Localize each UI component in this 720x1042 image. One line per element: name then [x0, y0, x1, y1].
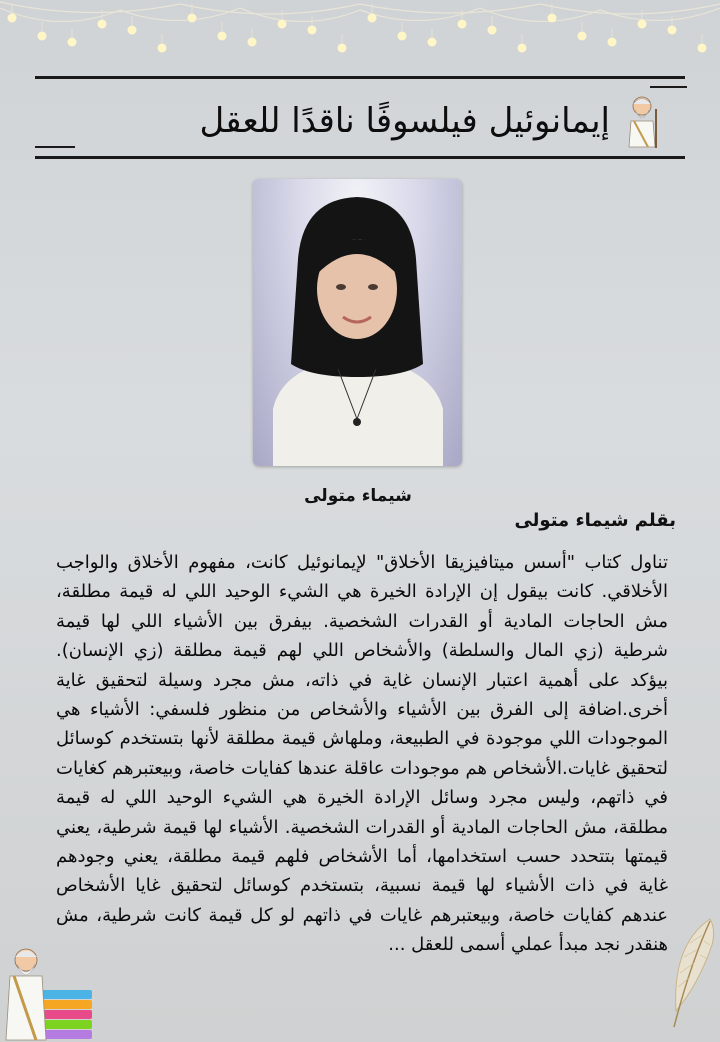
light-bulb-icon — [518, 44, 527, 53]
photo-caption: شيماء متولى — [304, 486, 412, 506]
header-bottom-rule — [35, 156, 685, 159]
light-bulb-icon — [98, 20, 107, 29]
light-bulb-icon — [428, 38, 437, 47]
light-bulb-icon — [68, 38, 77, 47]
light-bulb-icon — [698, 44, 707, 53]
light-bulb-icon — [188, 14, 197, 23]
light-bulb-icon — [278, 20, 287, 29]
light-bulb-icon — [668, 26, 677, 35]
light-bulb-icon — [368, 14, 377, 23]
light-bulb-icon — [218, 32, 227, 41]
light-bulb-icon — [548, 14, 557, 23]
light-bulb-icon — [488, 26, 497, 35]
portrait-illustration — [253, 179, 462, 466]
light-bulb-icon — [338, 44, 347, 53]
article-body: تناول كتاب "أسس ميتافيزيقا الأخلاق" لإيمانوئيل كانت، مفهوم الأخلاق والواجب الأخلاقي. كانت بيقول إن الإرادة الخيرة هي الشيء الوحيد اللي له قيمة مطلقة، مش الحاجات المادية أو القدرات الشخصية. بيفرق بين الأشياء اللي لها قيمة شرطية (زي المال والسلطة) والأشخاص اللي لهم قيمة مطلقة (زي الإنسان). بيؤكد على أهمية اعتبار الإنسان غاية في ذاته، مش مجرد وسيلة لتحقيق غاية أخرى.اضافة إلى الفرق بين الأشياء والأشخاص من منظور فلسفي: الأشياء هي الموجودات اللي موجودة في الطبيعة، وملهاش قيمة مطلقة لأنها بتستخدم كوسائل لتحقيق غايات.الأشخاص هم موجودات عاقلة عندها كفايات خاصة، وبيعتبرهم كغايات في ذاتهم، وليس مجرد وسائل الإرادة الخيرة هي الشيء الوحيد اللي له قيمة مطلقة، مش الحاجات المادية أو القدرات الشخصية. الأشياء لها قيمة شرطية، يعني قيمتها بتتحدد حسب استخدامها، أما الأشخاص فلهم قيمة مطلقة، يعني وجودهم غاية في ذات الأشياء لها قيمة نسبية، بتستخدم كوسائل لتحقيق غايا الأشخاص عندهم كفايات خاصة، وبيعتبرهم غايات في ذاتهم لو كل قيمة كانت شرطية، مش هنقدر نجد مبدأ عملي أسمى للعقل ... — [56, 552, 668, 956]
header-top-rule — [35, 76, 685, 79]
light-bulb-icon — [38, 32, 47, 41]
page-title: إيمانوئيل فيلسوفًا ناقدًا للعقل — [199, 101, 610, 141]
light-bulb-icon — [398, 32, 407, 41]
light-bulb-icon — [128, 26, 137, 35]
light-bulb-icon — [638, 20, 647, 29]
light-bulb-icon — [458, 20, 467, 29]
light-bulb-icon — [248, 38, 257, 47]
header — [40, 86, 680, 156]
light-bulb-icon — [158, 44, 167, 53]
philosopher-icon — [622, 93, 662, 149]
author-byline: بقلم شيماء متولى — [514, 510, 676, 531]
string-lights-icon — [0, 0, 720, 70]
quill-feather-icon — [662, 915, 720, 1035]
author-photo — [253, 179, 462, 466]
philosopher-books-icon — [0, 940, 95, 1042]
light-bulb-icon — [608, 38, 617, 47]
light-bulb-icon — [578, 32, 587, 41]
light-bulb-icon — [8, 14, 17, 23]
light-bulb-icon — [308, 26, 317, 35]
